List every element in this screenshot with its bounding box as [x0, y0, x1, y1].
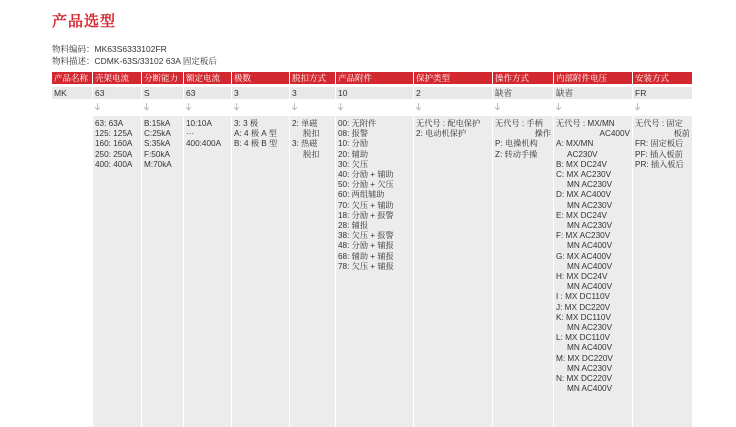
header-poles: 极数	[232, 72, 289, 84]
option-item: 2: 单磁	[292, 119, 318, 128]
value-trip-method: 3	[290, 87, 335, 99]
option-item: 78: 欠压 + 辅报	[338, 261, 394, 271]
option-item: 50: 分励 + 欠压	[338, 180, 394, 190]
header-breaking-capacity: 分断能力	[142, 72, 183, 84]
option-item: MN AC230V	[567, 200, 613, 210]
option-item: 脱扣	[303, 129, 320, 139]
option-item: 125: 125A	[95, 129, 133, 139]
option-item: 60: 两组辅助	[338, 190, 385, 200]
option-item: 操作	[534, 129, 551, 139]
header-operation-mode: 操作方式	[493, 72, 553, 84]
options-trip-method	[290, 116, 335, 427]
option-item: B:15kA	[144, 119, 171, 128]
option-item: M:70kA	[144, 159, 172, 169]
header-trip-method: 脱扣方式	[290, 72, 335, 84]
page-title: 产品选型	[52, 13, 117, 30]
option-item: L: MX DC110V	[556, 333, 610, 343]
option-item: A: MX/MN	[556, 139, 594, 149]
option-item: D: MX AC400V	[556, 190, 612, 200]
option-item: 30: 欠压	[338, 159, 369, 169]
header-internal-voltage: 内部附件电压	[554, 72, 632, 84]
option-item: MN AC230V	[567, 363, 613, 373]
option-item: 2: 电动机保护	[416, 129, 467, 139]
option-item: 63: 63A	[95, 119, 124, 128]
option-item: 脱扣	[303, 149, 320, 159]
option-item: 08: 报警	[338, 129, 369, 139]
option-item: P: 电操机构	[495, 139, 538, 149]
option-item: B: 4 极 B 型	[234, 139, 278, 149]
options-protection-type	[414, 116, 492, 427]
options-rated-current	[184, 116, 231, 427]
value-installation: FR	[633, 87, 692, 99]
option-item: 10: 分励	[338, 139, 369, 149]
value-breaking-capacity: S	[142, 87, 183, 99]
value-internal-voltage: 缺省	[554, 87, 632, 99]
option-item: AC400V	[599, 129, 630, 139]
option-item: 400:400A	[186, 139, 222, 149]
options-accessories	[336, 116, 413, 427]
option-item: MN AC400V	[567, 282, 613, 292]
option-item: E: MX DC24V	[556, 210, 607, 220]
option-item: MN AC400V	[567, 241, 613, 251]
arrow-down-icon	[337, 103, 344, 111]
option-item: C: MX AC230V	[556, 170, 612, 180]
option-item: H: MX DC24V	[556, 272, 608, 282]
options-internal-voltage	[554, 116, 632, 427]
option-item: 160: 160A	[95, 139, 133, 149]
option-item: F: MX AC230V	[556, 231, 611, 241]
option-item: 68: 辅助 + 辅报	[338, 251, 394, 261]
options-breaking-capacity	[142, 116, 183, 427]
arrow-down-icon	[143, 103, 150, 111]
option-item: A: 4 极 A 型	[234, 129, 277, 139]
value-product-name: MK	[52, 87, 92, 99]
option-item: 10:10A	[186, 119, 212, 128]
option-item: C:25kA	[144, 129, 171, 139]
option-item: M: MX DC220V	[556, 353, 613, 363]
header-rated-current: 额定电流	[184, 72, 231, 84]
option-item: 40: 分励 + 辅助	[338, 170, 394, 180]
options-operation-mode	[493, 116, 553, 427]
option-item: 无代号 : 手柄	[495, 119, 543, 128]
option-item: PR: 插入板后	[635, 159, 684, 169]
option-item: 20: 辅助	[338, 149, 369, 159]
option-item: PF: 插入板前	[635, 149, 683, 159]
header-protection-type: 保护类型	[414, 72, 492, 84]
option-item: MN AC400V	[567, 343, 613, 353]
value-protection-type: 2	[414, 87, 492, 99]
option-item: 3: 3 极	[234, 119, 259, 128]
arrow-down-icon	[634, 103, 641, 111]
option-item: G: MX AC400V	[556, 251, 612, 261]
option-item: F:50kA	[144, 149, 170, 159]
option-item: N: MX DC220V	[556, 374, 612, 384]
option-item: K: MX DC110V	[556, 312, 611, 322]
option-item: MN AC230V	[567, 221, 613, 231]
value-frame-current: 63	[93, 87, 141, 99]
arrow-down-icon	[415, 103, 422, 111]
option-item: 无代号 : 配电保护	[416, 119, 481, 128]
option-item: MN AC230V	[567, 180, 613, 190]
option-item: 无代号 : MX/MN	[556, 119, 615, 128]
option-item: MN AC230V	[567, 323, 613, 333]
option-item: 00: 无附件	[338, 119, 377, 128]
material-code: 物料编码：MK63S6333102FR	[52, 44, 167, 54]
value-poles: 3	[232, 87, 289, 99]
options-frame-current	[93, 116, 141, 427]
option-item: ···	[186, 129, 195, 139]
option-item: MN AC400V	[567, 261, 613, 271]
option-item: 48: 分励 + 辅报	[338, 241, 394, 251]
option-item: I : MX DC110V	[556, 292, 610, 302]
option-item: 70: 欠压 + 辅助	[338, 200, 394, 210]
header-installation: 安装方式	[633, 72, 692, 84]
header-product-name: 产品名称	[52, 72, 92, 84]
material-description: 物料描述：CDMK-63S/33102 63A 固定板后	[52, 56, 217, 66]
option-item: 板前	[673, 129, 690, 139]
option-item: J: MX DC220V	[556, 302, 611, 312]
option-item: 38: 欠压 + 报警	[338, 231, 394, 241]
option-item: 3: 热磁	[292, 139, 318, 149]
option-item: 400: 400A	[95, 159, 133, 169]
value-operation-mode: 缺省	[493, 87, 553, 99]
arrow-down-icon	[494, 103, 501, 111]
header-frame-current: 壳架电流	[93, 72, 141, 84]
option-item: FR: 固定板后	[635, 139, 684, 149]
arrow-down-icon	[233, 103, 240, 111]
option-item: B: MX DC24V	[556, 159, 607, 169]
arrow-down-icon	[555, 103, 562, 111]
options-poles	[232, 116, 289, 427]
value-rated-current: 63	[184, 87, 231, 99]
option-item: Z: 转动手操	[495, 149, 538, 159]
option-item: 28: 辅报	[338, 221, 369, 231]
arrow-down-icon	[185, 103, 192, 111]
arrow-down-icon	[94, 103, 101, 111]
arrow-down-icon	[291, 103, 298, 111]
option-item: AC230V	[567, 149, 598, 159]
option-item: 无代号 : 固定	[635, 119, 683, 128]
value-accessories: 10	[336, 87, 413, 99]
option-item: 250: 250A	[95, 149, 133, 159]
option-item: 18: 分励 + 报警	[338, 210, 394, 220]
header-accessories: 产品附件	[336, 72, 413, 84]
options-installation	[633, 116, 692, 427]
option-item: MN AC400V	[567, 384, 613, 394]
option-item: S:35kA	[144, 139, 171, 149]
